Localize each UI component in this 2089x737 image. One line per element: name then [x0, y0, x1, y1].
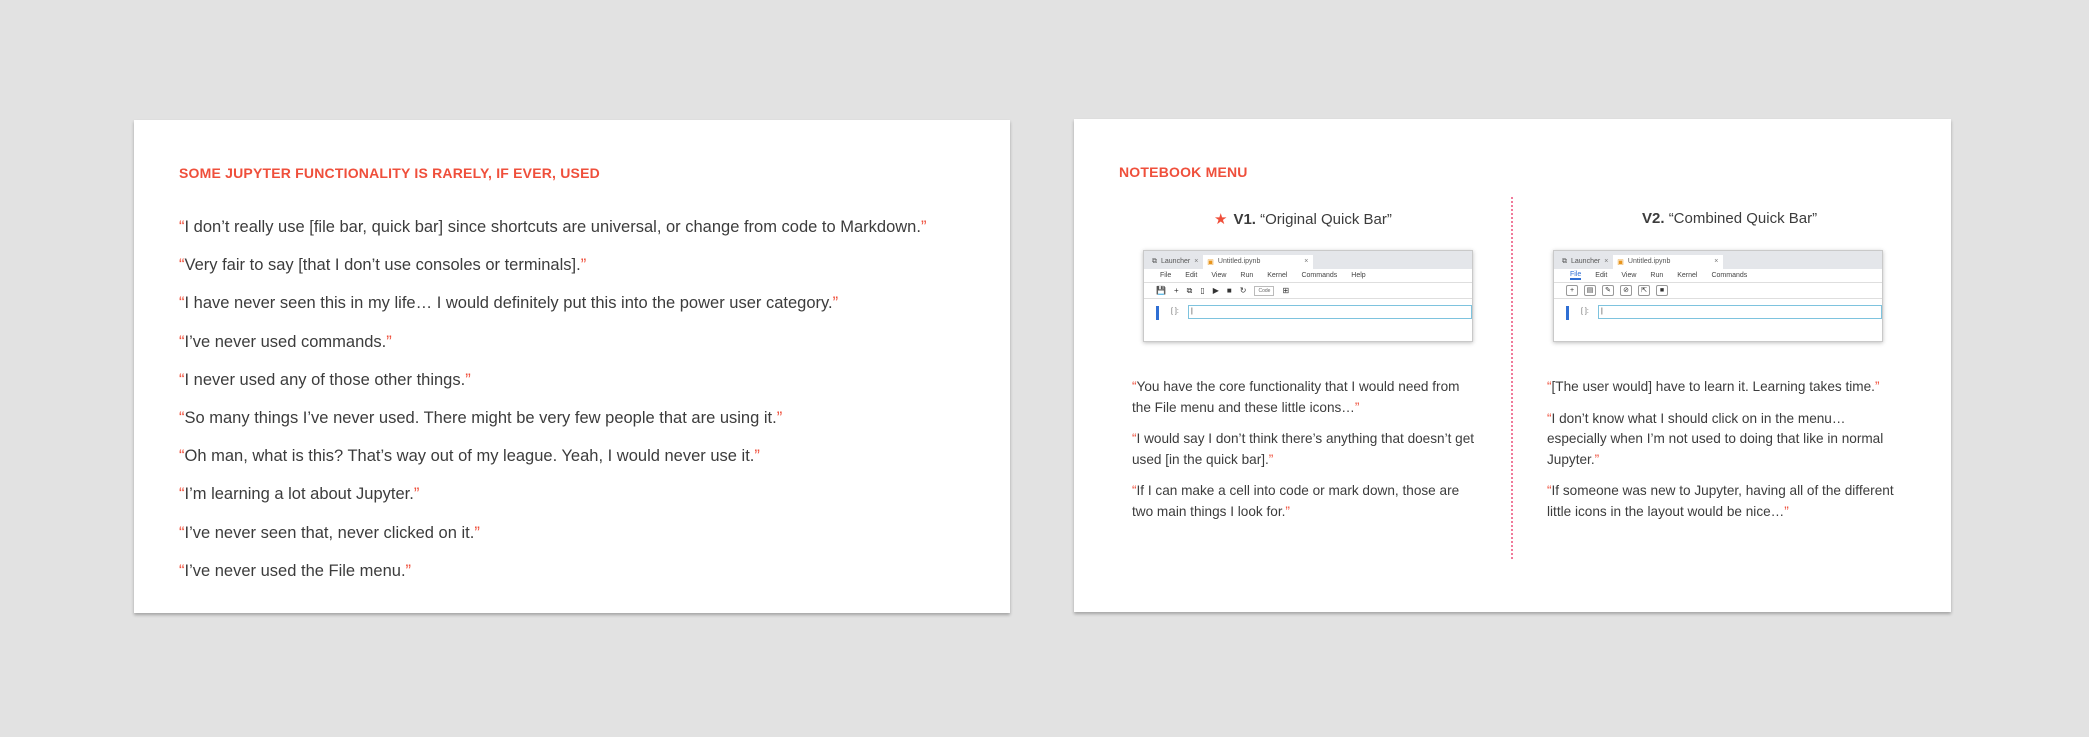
code-cell	[1144, 299, 1472, 329]
menu-run: Run	[1240, 272, 1254, 279]
menu-bar	[1144, 269, 1472, 282]
run-icon: ▶	[1212, 286, 1219, 295]
active-cell-bar	[1566, 306, 1569, 320]
menu-commands: Commands	[1711, 272, 1748, 279]
v2-quotes	[1547, 377, 1897, 533]
close-icon: ×	[1714, 258, 1719, 265]
add-icon: +	[1173, 286, 1179, 295]
slide-heading: SOME JUPYTER FUNCTIONALITY IS RARELY, IF EVER, USED	[179, 165, 600, 181]
quote-item: “Oh man, what is this? That’s way out of my league. Yeah, I would never use it.”	[179, 447, 760, 466]
v1-quotes	[1132, 377, 1482, 533]
stop-icon: ■	[1656, 285, 1668, 296]
quote-item: “I’m learning a lot about Jupyter.”	[179, 485, 420, 504]
v2-name: “Combined Quick Bar”	[1668, 210, 1818, 227]
slide-notebook-menu	[1074, 119, 1951, 612]
launcher-icon: ⧉	[1562, 258, 1567, 265]
cell-input: |	[1188, 305, 1472, 319]
v1-label: V1.	[1233, 211, 1256, 228]
quote-item: “So many things I’ve never used. There might be very few people that are using it.”	[179, 408, 783, 427]
tab-notebook: ▣ Untitled.ipynb ×	[1613, 255, 1723, 269]
paste-icon: ▯	[1200, 286, 1205, 295]
v1-notebook-screenshot	[1143, 250, 1473, 342]
quote-item: “I never used any of those other things.”	[179, 370, 471, 389]
save-icon: 💾	[1156, 286, 1166, 295]
quote-item: “I have never seen this in my life… I would definitely put this into the power user category.”	[179, 294, 839, 313]
quote-item: “I’ve never seen that, never clicked on it.”	[179, 523, 480, 542]
save-icon: ▤	[1584, 285, 1596, 296]
v2-notebook-screenshot	[1553, 250, 1883, 342]
star-icon: ★	[1214, 211, 1228, 228]
active-cell-bar	[1156, 306, 1159, 320]
cell-prompt: [ ]:	[1581, 308, 1589, 315]
quote-item: “Very fair to say [that I don’t use consoles or terminals].”	[179, 256, 587, 275]
v1-name: “Original Quick Bar”	[1260, 211, 1392, 228]
tab-bar	[1554, 251, 1882, 269]
quote-item: “I’ve never used the File menu.”	[179, 561, 412, 580]
tab-bar	[1144, 251, 1472, 269]
v2-label: V2.	[1642, 210, 1665, 227]
quote-list	[179, 217, 926, 599]
menu-commands: Commands	[1301, 272, 1338, 279]
quote-item: “I don’t really use [file bar, quick bar] since shortcuts are universal, or change from code to Markdown.”	[179, 218, 927, 236]
notebook-icon: ▣	[1207, 259, 1214, 266]
v2-title	[1642, 210, 1817, 227]
stop-icon: ■	[1226, 286, 1232, 295]
v1-title	[1214, 210, 1392, 228]
quote-item: “If I can make a cell into code or mark down, those are two main things I look for.”	[1132, 483, 1460, 519]
menu-view: View	[1621, 272, 1637, 279]
launcher-icon: ⧉	[1152, 258, 1157, 265]
quote-item: “You have the core functionality that I would need from the File menu and these little icons…”	[1132, 379, 1460, 415]
close-icon: ×	[1194, 258, 1199, 265]
close-icon: ×	[1604, 258, 1609, 265]
menu-run: Run	[1650, 272, 1664, 279]
slide-rarely-used	[134, 120, 1010, 613]
edit-icon: ✎	[1602, 285, 1614, 296]
cell-input: |	[1598, 305, 1882, 319]
slide-heading: NOTEBOOK MENU	[1119, 164, 1248, 180]
menu-edit: Edit	[1595, 272, 1608, 279]
tab-launcher: ⧉ Launcher ×	[1148, 255, 1203, 269]
column-divider	[1511, 197, 1513, 559]
add-icon: +	[1566, 285, 1578, 296]
tab-launcher: ⧉ Launcher ×	[1558, 255, 1613, 269]
menu-view: View	[1211, 272, 1227, 279]
tab-notebook: ▣ Untitled.ipynb ×	[1203, 255, 1313, 269]
quote-item: “If someone was new to Jupyter, having all of the different little icons in the layout would be nice…”	[1547, 483, 1894, 519]
kernel-icon: ⊘	[1620, 285, 1632, 296]
quote-item: “I would say I don’t think there’s anything that doesn’t get used [in the quick bar].”	[1132, 431, 1475, 467]
menu-file: File	[1160, 272, 1172, 279]
menu-kernel: Kernel	[1677, 272, 1698, 279]
menu-bar	[1554, 269, 1882, 282]
cell-prompt: [ ]:	[1171, 308, 1179, 315]
code-cell	[1554, 299, 1882, 329]
quick-bar	[1554, 282, 1882, 299]
menu-file: File	[1570, 271, 1582, 278]
copy-icon: ⧉	[1186, 285, 1193, 295]
menu-help: Help	[1351, 272, 1366, 279]
quick-bar	[1144, 282, 1472, 299]
close-icon: ×	[1304, 258, 1309, 265]
quote-item: “I’ve never used commands.”	[179, 332, 392, 351]
quote-item: “[The user would] have to learn it. Learning takes time.”	[1547, 379, 1880, 394]
open-icon: ⇱	[1638, 285, 1650, 296]
notebook-icon: ▣	[1617, 259, 1624, 266]
menu-edit: Edit	[1185, 272, 1198, 279]
restart-icon: ↻	[1239, 286, 1247, 295]
menu-kernel: Kernel	[1267, 272, 1288, 279]
quote-item: “I don’t know what I should click on in the menu… especially when I’m not used to doing that like in normal Jupyter.”	[1547, 410, 1884, 467]
cell-type-select: Code	[1254, 286, 1274, 296]
keyboard-icon: ⊞	[1282, 286, 1290, 295]
